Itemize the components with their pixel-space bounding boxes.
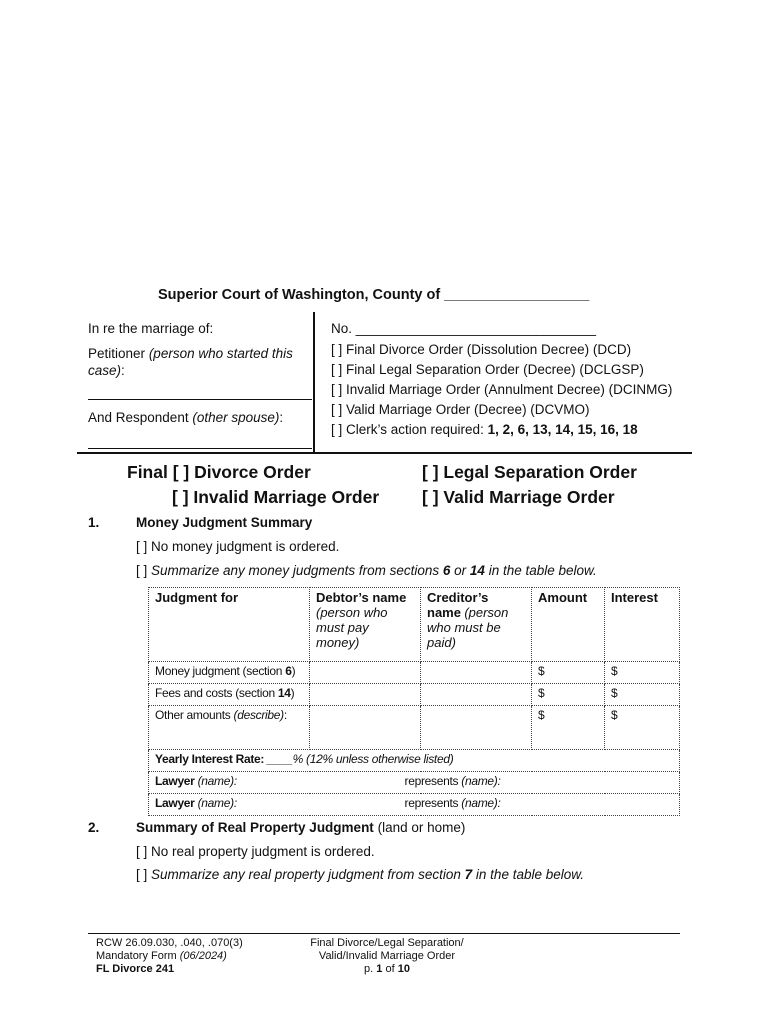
row-money-judgment-label: Money judgment (section 6) — [149, 662, 310, 684]
table-row — [149, 706, 680, 750]
section-1-title: Money Judgment Summary — [136, 515, 313, 530]
footer-page-number: p. 1 of 10 — [364, 963, 410, 975]
creditor-cell[interactable] — [421, 662, 532, 684]
header-debtor-name: Debtor’s name (person who must pay money) — [310, 588, 421, 662]
court-heading: Superior Court of Washington, County of __________________ — [158, 287, 590, 303]
header-amount: Amount — [532, 588, 605, 662]
no-money-judgment-option[interactable]: [ ] No money judgment is ordered. — [136, 539, 340, 554]
header-interest: Interest — [605, 588, 680, 662]
caption-bottom-rule — [77, 452, 692, 454]
petitioner-label: Petitioner (person who started this case): — [88, 346, 293, 378]
respondent-label: And Respondent (other spouse): — [88, 410, 284, 425]
respondent-name-line[interactable] — [88, 448, 312, 449]
footer-title-1: Final Divorce/Legal Separation/ — [310, 937, 464, 949]
no-real-property-judgment-option[interactable]: [ ] No real property judgment is ordered. — [136, 844, 375, 859]
option-valid-marriage-decree[interactable]: [ ] Valid Marriage Order (Decree) (DCVMO) — [331, 402, 590, 417]
summarize-real-property-option[interactable]: [ ] Summarize any real property judgment from section 7 in the table below. — [136, 867, 585, 882]
amount-cell[interactable]: $ — [532, 662, 605, 684]
header-creditor-name: Creditor’s name (person who must be paid) — [421, 588, 532, 662]
creditor-cell[interactable] — [421, 684, 532, 706]
title-valid-marriage-order: [ ] Valid Marriage Order — [422, 487, 615, 507]
section-2-title: Summary of Real Property Judgment (land or home) — [136, 820, 466, 835]
interest-cell[interactable]: $ — [605, 684, 680, 706]
option-annulment-decree[interactable]: [ ] Invalid Marriage Order (Annulment Decree) (DCINMG) — [331, 382, 673, 397]
lawyer-row-2[interactable]: Lawyer (name): represents (name): — [149, 794, 680, 816]
amount-cell[interactable]: $ — [532, 684, 605, 706]
title-divorce-order: Final [ ] Divorce Order — [127, 462, 311, 482]
case-number-field[interactable]: No. ________________________________ — [331, 321, 597, 336]
caption-divider — [313, 312, 315, 454]
debtor-cell[interactable] — [310, 662, 421, 684]
debtor-cell[interactable] — [310, 706, 421, 750]
interest-cell[interactable]: $ — [605, 662, 680, 684]
footer-mandatory-form: Mandatory Form (06/2024) — [96, 950, 227, 962]
section-2-number: 2. — [88, 820, 100, 835]
footer-rule — [88, 933, 680, 934]
section-1-number: 1. — [88, 515, 100, 530]
table-row — [149, 684, 680, 706]
interest-cell[interactable]: $ — [605, 706, 680, 750]
option-divorce-decree[interactable]: [ ] Final Divorce Order (Dissolution Decree) (DCD) — [331, 342, 632, 357]
row-fees-costs-label: Fees and costs (section 14) — [149, 684, 310, 706]
money-judgment-table — [148, 587, 680, 816]
lawyer-row-1[interactable]: Lawyer (name): represents (name): — [149, 772, 680, 794]
footer-left — [96, 937, 243, 976]
option-clerk-action[interactable]: [ ] Clerk’s action required: 1, 2, 6, 13, 14, 15, 16, 18 — [331, 422, 638, 437]
in-re-label: In re the marriage of: — [88, 321, 214, 336]
footer-form-id: FL Divorce 241 — [96, 963, 175, 975]
footer-title-2: Valid/Invalid Marriage Order — [318, 950, 456, 962]
debtor-cell[interactable] — [310, 684, 421, 706]
amount-cell[interactable]: $ — [532, 706, 605, 750]
title-invalid-marriage-order: [ ] Invalid Marriage Order — [172, 487, 380, 507]
row-other-amounts-label: Other amounts (describe): — [149, 706, 310, 750]
option-legal-separation-decree[interactable]: [ ] Final Legal Separation Order (Decree) (DCLGSP) — [331, 362, 644, 377]
yearly-interest-rate[interactable]: Yearly Interest Rate: ____% (12% unless otherwise listed) — [149, 750, 680, 772]
footer-rcw: RCW 26.09.030, .040, .070(3) — [96, 937, 243, 949]
table-row — [149, 662, 680, 684]
title-legal-separation-order: [ ] Legal Separation Order — [422, 462, 637, 482]
summarize-money-judgment-option[interactable]: [ ] Summarize any money judgments from sections 6 or 14 in the table below. — [136, 563, 597, 578]
header-judgment-for: Judgment for — [149, 588, 310, 662]
footer-center — [287, 937, 487, 976]
creditor-cell[interactable] — [421, 706, 532, 750]
petitioner-name-line[interactable] — [88, 399, 312, 400]
